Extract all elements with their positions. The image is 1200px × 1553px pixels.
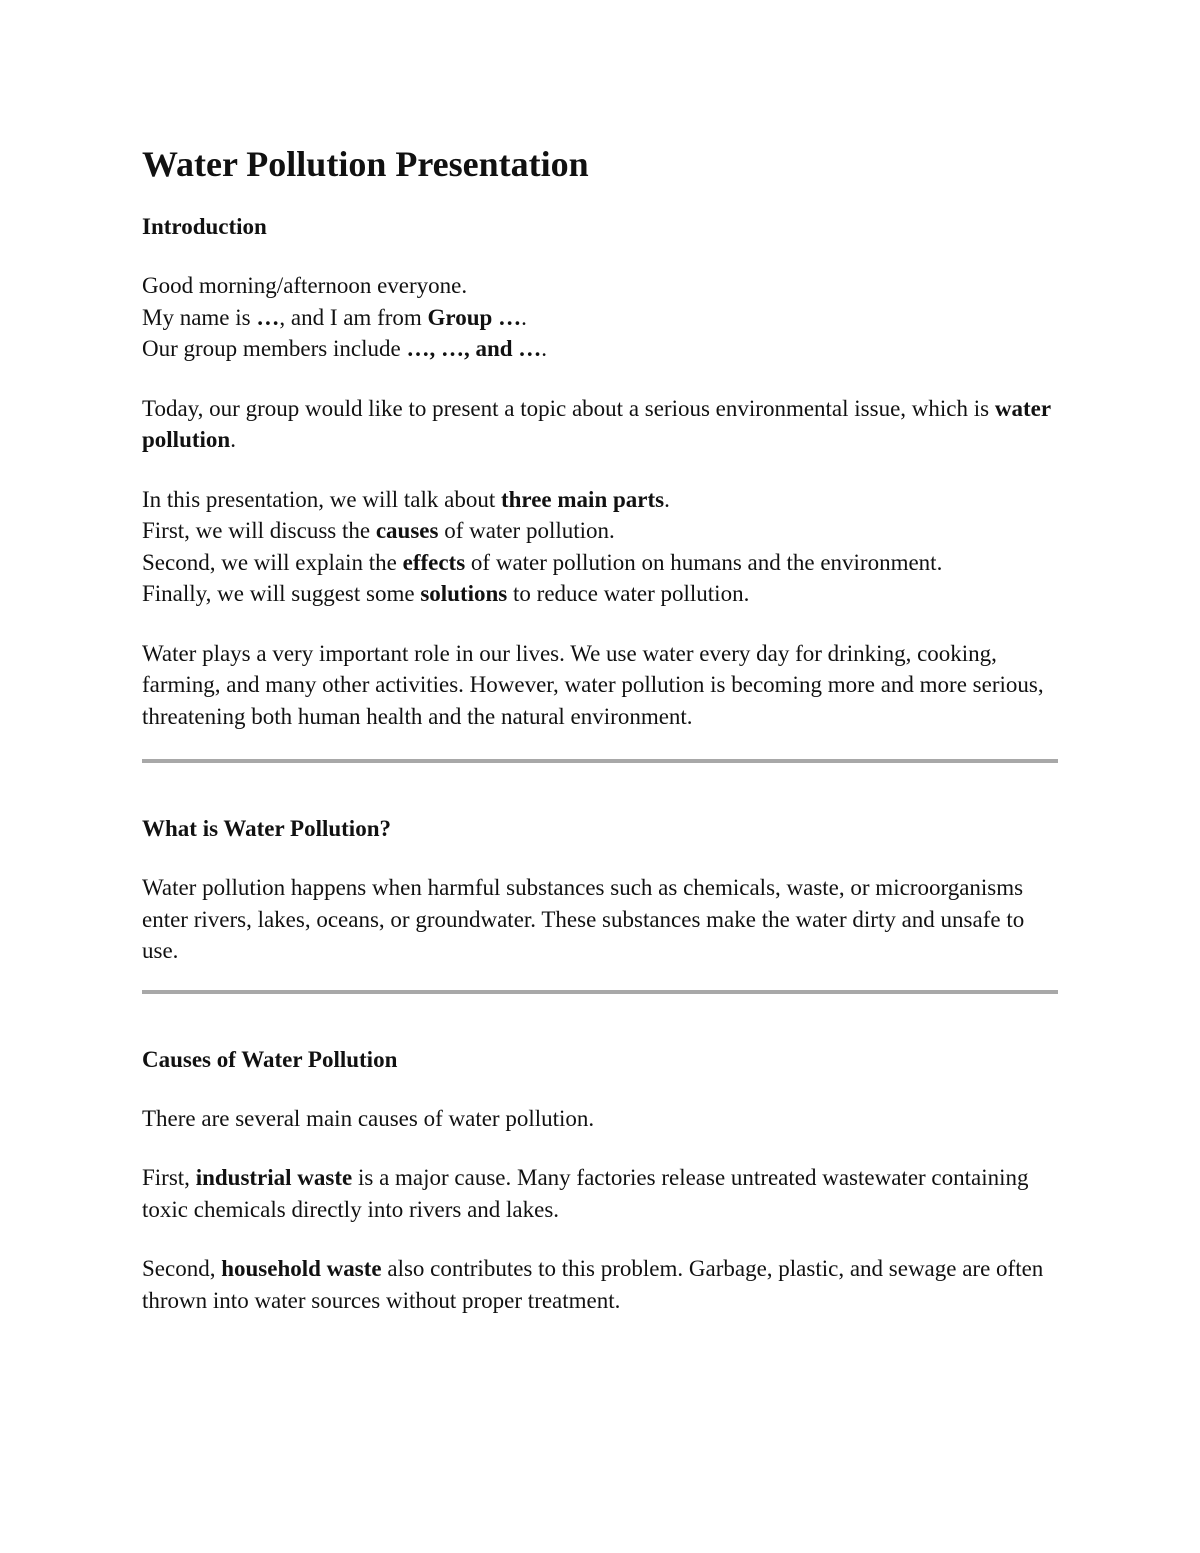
section-heading-introduction: Introduction bbox=[142, 214, 267, 239]
outline-keyword: solutions bbox=[420, 581, 508, 606]
definition-paragraph: Water pollution happens when harmful substances such as chemicals, waste, or microorganisms enter rivers, lakes, oceans, or groundwater. These substances make the water dirty and unsafe to use. bbox=[142, 875, 1025, 963]
members-line-text: . bbox=[541, 336, 548, 361]
outline-text: of water pollution. bbox=[438, 518, 615, 543]
outline-text: Finally, we will suggest some bbox=[142, 581, 421, 606]
outline-text: . bbox=[664, 486, 670, 512]
name-line-text: My name is bbox=[142, 304, 257, 330]
cause-keyword: industrial waste bbox=[195, 1165, 353, 1190]
outline-first bbox=[142, 515, 1058, 547]
cause-text: First, bbox=[142, 1165, 196, 1190]
outline-block bbox=[142, 484, 1058, 610]
topic-text: . bbox=[230, 427, 236, 452]
outline-text: In this presentation, we will talk about bbox=[142, 486, 501, 512]
cause-keyword: household waste bbox=[221, 1256, 382, 1281]
cause-text: Second, bbox=[142, 1256, 222, 1281]
outline-keyword: effects bbox=[402, 549, 466, 575]
section-divider bbox=[142, 759, 1058, 763]
topic-paragraph bbox=[142, 393, 1058, 456]
greeting-block bbox=[142, 270, 1058, 365]
outline-keyword: causes bbox=[375, 518, 439, 543]
name-placeholder: … bbox=[256, 304, 280, 330]
members-line bbox=[142, 333, 1058, 365]
topic-text: Today, our group would like to present a topic about a serious environmental issue, which is bbox=[142, 395, 995, 421]
name-line-text: , and I am from bbox=[279, 304, 428, 330]
members-line-text: Our group members include bbox=[142, 336, 407, 361]
cause-text: also contributes to this problem. Garbage, plastic, and sewage are often thrown into water sources without proper treatment. bbox=[142, 1256, 1044, 1313]
members-placeholder: …, …, and … bbox=[406, 336, 542, 361]
outline-text: First, we will discuss the bbox=[142, 518, 376, 543]
causes-intro: There are several main causes of water pollution. bbox=[142, 1105, 595, 1131]
name-line bbox=[142, 302, 1058, 334]
outline-text: Second, we will explain the bbox=[142, 549, 403, 575]
greeting-line bbox=[142, 270, 1058, 302]
importance-paragraph: Water plays a very important role in our lives. We use water every day for drinking, cooking, farming, and many other activities. However, water pollution is becoming more and more serious, threatening both human health and the natural environment. bbox=[142, 640, 1044, 729]
section-heading-definition: What is Water Pollution? bbox=[142, 816, 391, 841]
name-line-text: . bbox=[521, 304, 527, 330]
outline-text: of water pollution on humans and the environment. bbox=[465, 549, 943, 575]
topic-keyword: water pollution bbox=[142, 395, 1051, 452]
cause-text: is a major cause. Many factories release untreated wastewater containing toxic chemicals directly into rivers and lakes. bbox=[142, 1165, 1029, 1222]
outline-text: to reduce water pollution. bbox=[507, 581, 750, 606]
document-title: Water Pollution Presentation bbox=[142, 144, 589, 184]
outline-intro bbox=[142, 484, 1058, 516]
outline-keyword: three main parts bbox=[500, 486, 665, 512]
section-divider bbox=[142, 990, 1058, 994]
cause-household bbox=[142, 1253, 1058, 1316]
outline-second bbox=[142, 547, 1058, 579]
outline-final bbox=[142, 578, 1058, 610]
greeting-text: Good morning/afternoon everyone. bbox=[142, 273, 468, 298]
group-placeholder: Group … bbox=[427, 304, 522, 330]
document-page bbox=[142, 140, 1058, 1316]
section-heading-causes: Causes of Water Pollution bbox=[142, 1046, 398, 1072]
cause-industrial bbox=[142, 1162, 1058, 1225]
